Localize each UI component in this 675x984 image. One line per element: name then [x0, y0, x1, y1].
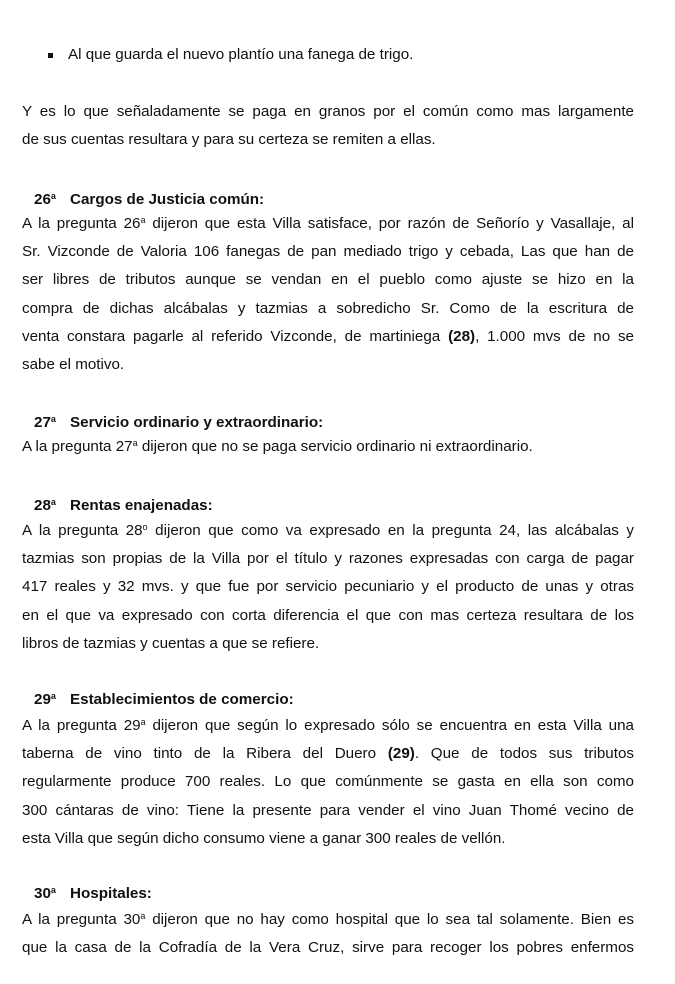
paragraph-line: esta Villa que según dicho consumo viene a ganar 300 reales de vellón. — [22, 829, 506, 847]
section-paragraph-26 — [22, 206, 634, 379]
paragraph-line: venta constara pagarle al referido Vizconde, de martiniega (28), 1.000 mvs de no se — [22, 327, 634, 345]
paragraph-line: compra de dichas alcábalas y tazmias a sobredicho Sr. Como de la escritura de — [22, 299, 634, 317]
footnote-ref: (29) — [387, 745, 415, 763]
paragraph-line: A la pregunta 27$^a$ dijeron que no se paga servicio ordinario ni extraordinario. — [22, 438, 533, 455]
paragraph-line: sabe el motivo. — [22, 356, 125, 374]
bullet-text: Al que guarda el nuevo plantío una fanega de trigo. — [68, 46, 414, 63]
section-number: 28$^a$ — [34, 497, 56, 514]
section-title: Rentas enajenadas: — [70, 497, 213, 514]
paragraph-line: A la pregunta 28$^o$ dijeron que como va expresado en la pregunta 24, las alcábalas y — [22, 522, 634, 539]
paragraph-line: taberna de vino tinto de la Ribera del Duero (29). Que de todos sus tributos — [22, 745, 634, 763]
paragraph-line: que la casa de la Cofradía de la Vera Cruz, sirve para recoger los pobres enfermos — [22, 939, 634, 957]
bullet-item — [48, 46, 413, 63]
section-number: 30$^a$ — [34, 885, 56, 902]
paragraph-line: Sr. Vizconde de Valoria 106 fanegas de pan mediado trigo y cebada, Las que han de — [22, 243, 634, 261]
section-paragraph-28 — [22, 513, 634, 658]
paragraph-line: A la pregunta 30$^a$ dijeron que no hay como hospital que lo sea tal solamente. Bien es — [22, 911, 635, 928]
paragraph-line: ser libres de tributos aunque se vendan en el pueblo como ajuste se hizo en la — [22, 271, 634, 289]
paragraph-line: de sus cuentas resultara y para su certeza se remiten a ellas. — [22, 131, 436, 149]
paragraph-line: tazmias son propias de la Villa por el título y razones expresadas con carga de pagar — [22, 550, 634, 568]
paragraph-line: libros de tazmias y cuentas a que se refiere. — [22, 634, 320, 652]
paragraph-line: Y es lo que señaladamente se paga en granos por el común como mas largamente — [22, 103, 634, 120]
section-title: Servicio ordinario y extraordinario: — [70, 414, 324, 431]
section-title: Cargos de Justicia común: — [70, 191, 265, 208]
paragraph-line: en el que va expresado con corta diferencia el que con mas certeza resultara de los — [22, 606, 634, 624]
footnote-ref: (28) — [448, 327, 476, 345]
section-heading-29 — [34, 686, 294, 710]
section-number: 26$^a$ — [34, 191, 56, 208]
section-title: Establecimientos de comercio: — [70, 691, 294, 708]
paragraph-line: regularmente produce 700 reales. Lo que comúnmente se gasta en ella son como — [22, 773, 634, 791]
paragraph-line: 417 reales y 32 mvs. y que fue por servicio pecuniario y el producto de unas y otras — [22, 578, 634, 596]
section-paragraph-27 — [22, 429, 634, 461]
paragraph-line: A la pregunta 26$^a$ dijeron que esta Villa satisface, por razón de Señorío y Vasallaje, al — [22, 215, 634, 232]
section-paragraph-29 — [22, 708, 634, 853]
section-title: Hospitales: — [70, 885, 152, 902]
section-number: 29$^a$ — [34, 691, 56, 708]
section-paragraph-30 — [22, 902, 634, 962]
paragraph-line: A la pregunta 29$^a$ dijeron que según lo expresado sólo se encuentra en esta Villa una — [22, 717, 634, 734]
intro-paragraph — [22, 98, 634, 154]
paragraph-line: 300 cántaras de vino: Tiene la presente para vender el vino Juan Thomé vecino de — [22, 801, 634, 819]
section-number: 27$^a$ — [34, 414, 56, 431]
section-heading-30 — [34, 880, 152, 904]
square-bullet-icon — [48, 53, 53, 58]
